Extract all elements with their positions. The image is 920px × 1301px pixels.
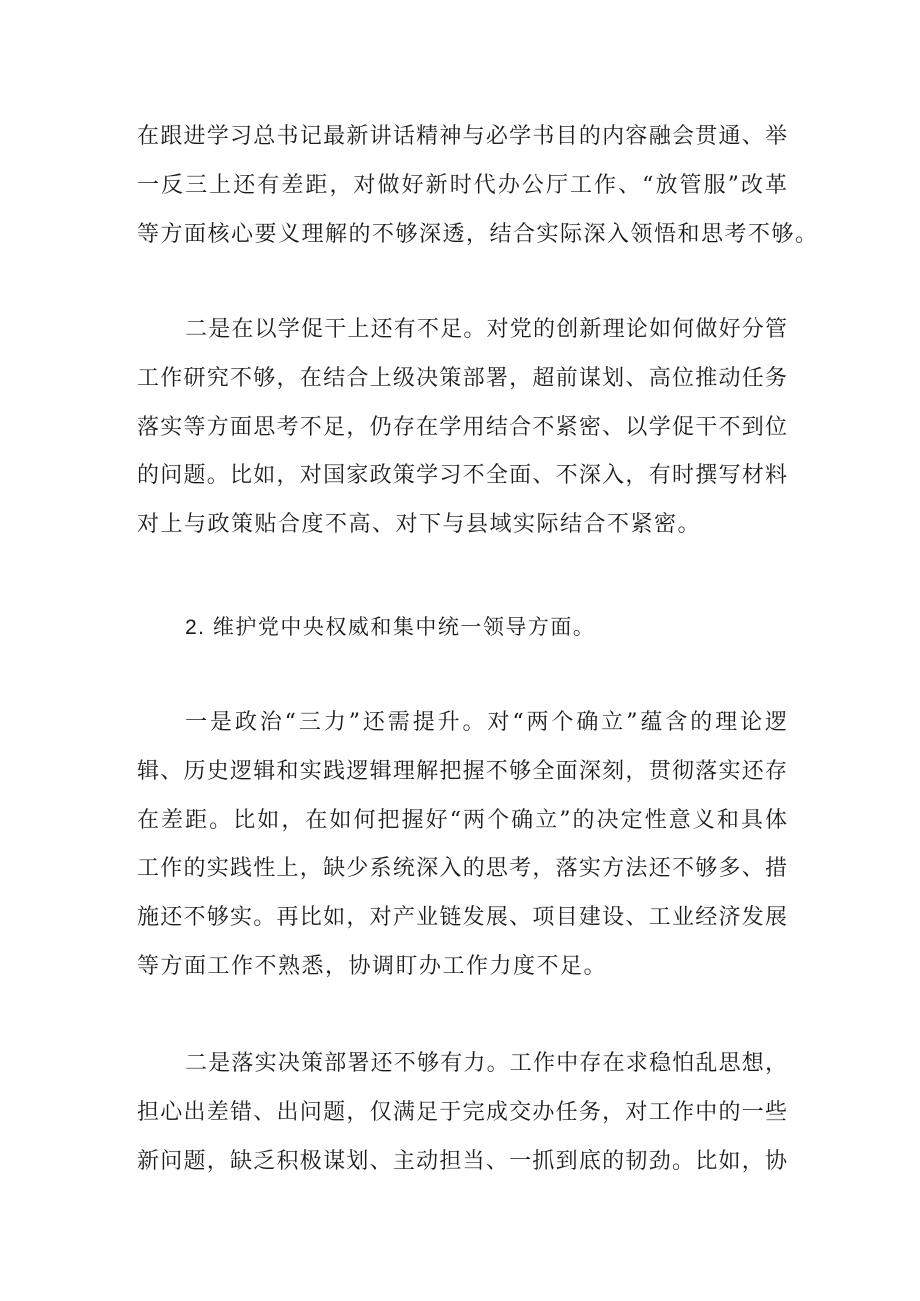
paragraph-line: 工作的实践性上，缺少系统深入的思考，落实方法还不够多、措 <box>137 856 787 882</box>
paragraph-line: 在跟进学习总书记最新讲话精神与必学书目的内容融会贯通、举 <box>137 124 787 149</box>
paragraph-line: 落实等方面思考不足，仍存在学用结合不紧密、以学促干不到位 <box>137 414 787 440</box>
paragraph-study-application <box>137 306 787 550</box>
paragraph-line: 在差距。比如，在如何把握好“两个确立”的决定性意义和具体 <box>137 807 787 833</box>
paragraph-line: 的问题。比如，对国家政策学习不全面、不深入，有时撰写材料 <box>137 463 787 489</box>
paragraph-line: 一反三上还有差距，对做好新时代办公厅工作、“放管服”改革 <box>137 172 787 198</box>
paragraph-line: 新问题，缺乏积极谋划、主动担当、一抓到底的韧劲。比如，协 <box>137 1148 787 1174</box>
section-heading <box>137 604 787 653</box>
paragraph-line: 施还不够实。再比如，对产业链发展、项目建设、工业经济发展 <box>137 905 787 931</box>
paragraph-line: 担心出差错、出问题，仅满足于完成交办任务，对工作中的一些 <box>137 1099 787 1125</box>
paragraph-line: 二是落实决策部署还不够有力。工作中存在求稳怕乱思想， <box>185 1051 787 1076</box>
paragraph-line: 辑、历史逻辑和实践逻辑理解把握不够全面深刻，贯彻落实还存 <box>137 758 787 784</box>
paragraph-line: 等方面核心要义理解的不够深透，结合实际深入领悟和思考不够。 <box>137 221 819 247</box>
paragraph-line: 二是在以学促干上还有不足。对党的创新理论如何做好分管 <box>185 317 787 342</box>
paragraph-line: 一是政治“三力”还需提升。对“两个确立”蕴含的理论逻 <box>185 710 787 735</box>
paragraph-line: 工作研究不够，在结合上级决策部署，超前谋划、高位推动任务 <box>137 365 787 391</box>
section-heading-text: 2. 维护党中央权威和集中统一领导方面。 <box>185 616 596 639</box>
paragraph-political-capacity <box>137 699 787 992</box>
paragraph-line: 等方面工作不熟悉，协调盯办工作力度不足。 <box>137 953 608 979</box>
paragraph-continuation <box>137 113 819 259</box>
paragraph-implementation <box>137 1040 787 1186</box>
paragraph-line: 对上与政策贴合度不高、对下与县域实际结合不紧密。 <box>137 512 702 538</box>
